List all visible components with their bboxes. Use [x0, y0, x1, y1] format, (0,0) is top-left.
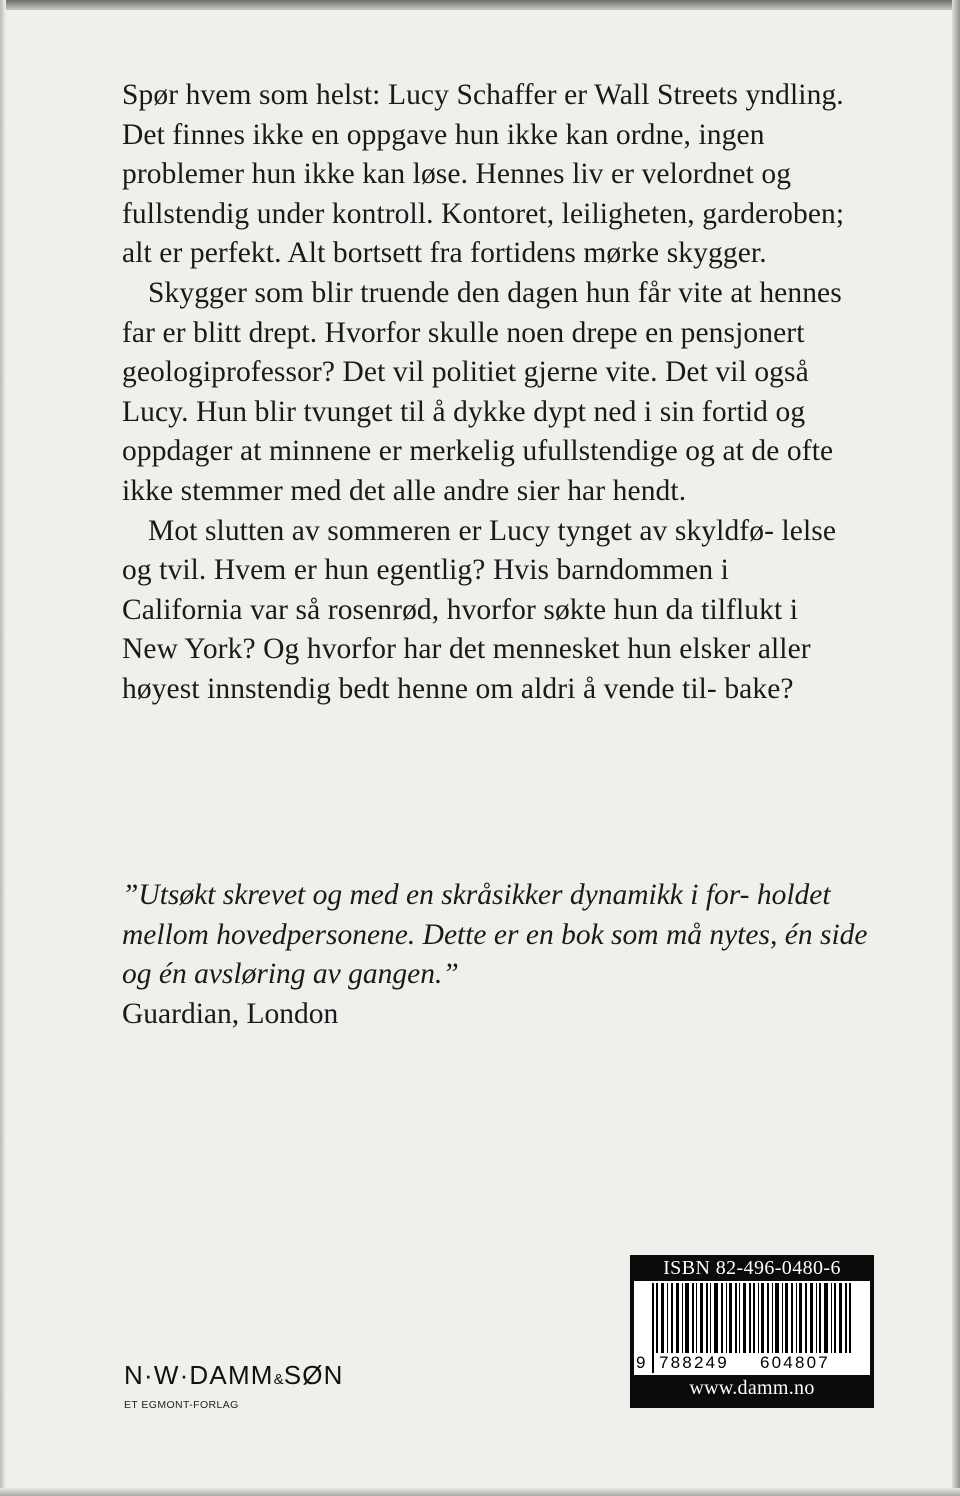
cover-edge-right [952, 0, 960, 1496]
publisher-name-part1: N·W·DAMM [124, 1360, 274, 1390]
publisher-name-part2: SØN [283, 1360, 344, 1390]
barcode-digits-right: 604807 [756, 1353, 868, 1373]
barcode-area [634, 1281, 870, 1375]
blurb-paragraph-1: Spør hvem som helst: Lucy Schaffer er Wall Streets yndling. Det finnes ikke en oppgave hun ikke kan ordne, ingen problemer hun ikke kan løse. Hennes liv er velordnet og fullstendig under kontroll. Kontoret, leiligheten, garderoben; alt er perfekt. Alt bortsett fra fortidens mørke skygger. [122, 79, 845, 270]
barcode-box [630, 1255, 874, 1408]
barcode-digits [634, 1353, 870, 1375]
cover-edge-top [0, 0, 960, 10]
blurb-paragraph-2: Skygger som blir truende den dagen hun får vite at hennes far er blitt drept. Hvorfor skulle noen drepe en pensjonert geologiprofessor? Det vil politiet gjerne vite. Det vil også Lucy. Hun blir tvunget til å dykke dypt ned i sin fortid og oppdager at minnene er merkelig ufullstendige og at de ofte ikke stemmer med det alle andre sier har hendt. [122, 276, 842, 507]
blurb-text [122, 76, 857, 710]
publisher-tagline: ET EGMONT-FORLAG [124, 1399, 239, 1411]
cover-edge-bottom [0, 1488, 960, 1496]
review-source: Guardian, London [122, 997, 339, 1030]
isbn-label: ISBN 82-496-0480-6 [663, 1257, 841, 1279]
publisher-logo [124, 1360, 344, 1411]
publisher-name [124, 1360, 344, 1395]
review-quote: ”Utsøkt skrevet og med en skråsikker dynamikk i for- holdet mellom hovedpersonene. Dette er en bok som må nytes, én side og én avsløring av gangen.” [122, 879, 868, 991]
review-block [122, 876, 882, 1034]
cover-edge-left [0, 0, 6, 1496]
publisher-name-ampersand: & [273, 1371, 284, 1388]
publisher-website: www.damm.no [689, 1377, 815, 1399]
barcode-digits-left: 788249 [656, 1353, 755, 1373]
barcode-digit-first: 9 [636, 1353, 646, 1372]
blurb-paragraph-3: Mot slutten av sommeren er Lucy tynget av skyldfø- lelse og tvil. Hvem er hun egentlig? Hvis barndommen i California var så rosenrød, hvorfor søkte hun da tilflukt i New York? Og hvorfor har det mennesket hun elsker aller høyest innstendig bedt henne om aldri å vende til- bake? [122, 514, 837, 705]
